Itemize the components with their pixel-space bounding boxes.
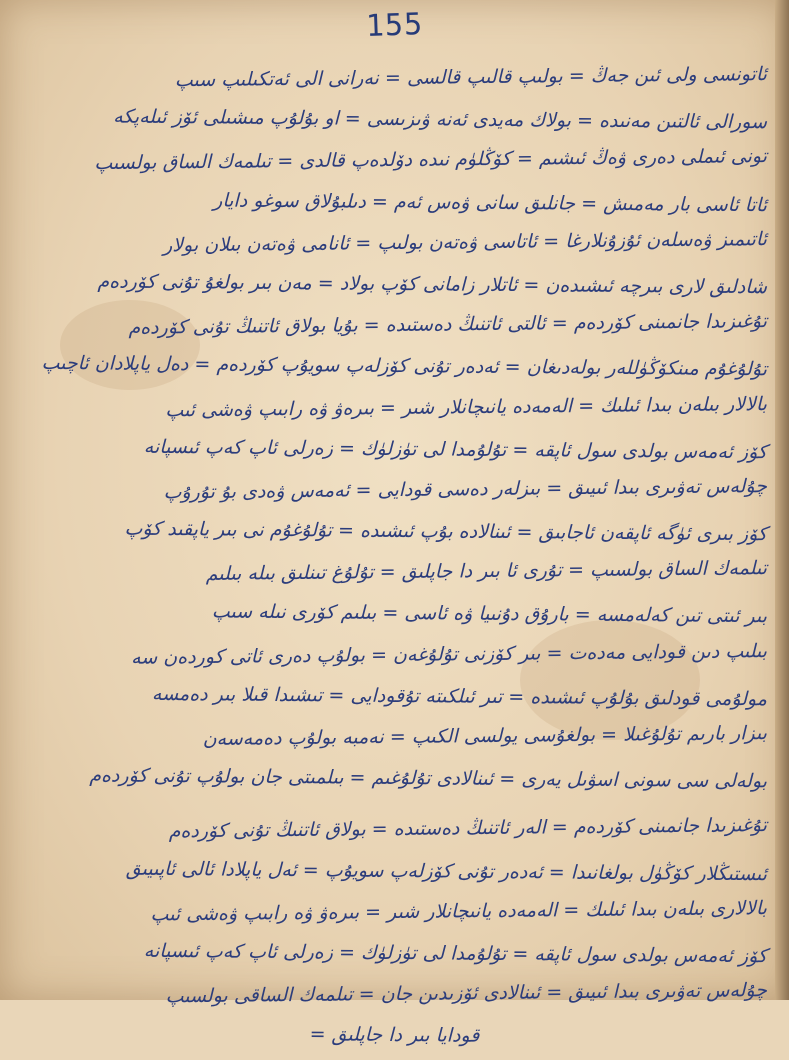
- text-line: ئاتىمىز ۋەسلەن ئۇزۇنلارغا = ئاتاسى ۋەتەن بولىپ = ئانامى ۋەتەن بىلان بولار: [162, 227, 768, 257]
- text-line: چۇلەس تەۋىرى بىدا ئىيىق = بىزلەر دەسى قودايى = ئەمەس ۋەدى بۇ تۇرۇپ: [163, 474, 768, 504]
- text-line: بالالار بىلەن بىدا ئىلىك = الەمەدە يانىچانلار شىر = بىرەۋ ۋە رابىپ ۋەشى ئىپ: [165, 392, 768, 421]
- text-line: تىلمەك الساق بولسىپ = تۇرى ئا بىر دا جاپلىق = تۇلۇغ تىنلىق بىلە بىلىم: [205, 557, 768, 586]
- page-edge: [775, 0, 789, 1000]
- text-line: سورالى ئالتىن مەنىدە = بولاك مەيدى ئەنە ۋىزىسى = او بۇلۇپ مىشىلى ئۆز ئىلەپكە: [113, 105, 768, 134]
- page-number: 155: [365, 7, 424, 44]
- handwritten-text-block: [22, 58, 767, 1057]
- text-line: تۇغىزىدا جانمىنى كۆردەم = الەر ئاتنىڭ دەستىدە = بولاق ئاتنىڭ تۇنى كۆردەم: [168, 814, 768, 843]
- text-line: تۇغىزىدا جانمىنى كۆردەم = ئالتى ئاتنىڭ دەستىدە = بۇيا بولاق ئاتنىڭ تۇنى كۆردەم: [128, 310, 768, 339]
- text-line: كۆز ئەمەس بولدى سول ئاپقە = تۇلۇمدا لى تۈزلۈك = زەرلى ئاپ كەپ ئىسپانە: [143, 939, 768, 968]
- text-line: بىزار بارىم تۇلۇغىلا = بولغۇسى يولسى الكىپ = نەمبە بولۇپ دەمەسەن: [202, 722, 768, 751]
- text-line: چۇلەس تەۋىرى بىدا ئىيىق = ئىنالادى ئۆزىدىن جان = تىلمەك الساقى بولسىپ: [165, 979, 768, 1008]
- text-line: بالالارى بىلەن بىدا ئىلىك = الەمەدە يانىچانلار شىر = بىرەۋ ۋە رابىپ ۋەشى ئىپ: [150, 896, 768, 926]
- text-line: تۇلۇغۇم مىنكۆڭۈللەر بولەدىغان = ئەدەر تۇنى كۆزلەپ سويۇپ كۆردەم = دەل ياپلادان ئاچىپ: [41, 352, 768, 381]
- text-line: مولۇمى قودلىق بۇلۇپ ئىشىدە = تىر ئىلكىتە تۇقودايى = تىشىدا قىلا بىر دەمسە: [151, 682, 768, 711]
- text-line: قودايا بىر دا جاپلىق =: [309, 1023, 480, 1048]
- text-line: كۆز ئەمەس بولدى سول ئاپقە = تۇلۇمدا لى تۈزلۈك = زەرلى ئاپ كەپ ئىسپانە: [143, 435, 768, 463]
- text-line: بىلىپ دىن قودايى مەدەت = بىر كۆزنى تۇلۇغەن = بولۇپ دەرى ئاتى كوردەن سە: [130, 639, 768, 669]
- text-line: تونى ئىملى دەرى ۋەڭ ئىشىم = كۆڭلۈم نىدە دۆلدەپ قالدى = تىلمەك الساق بولسىپ: [94, 145, 768, 175]
- text-line: بىر ئىتى تىن كەلەمسە = بارۇق دۇنىيا ۋە ئاسى = بىلىم كۆرى نىلە سىپ: [211, 600, 768, 628]
- text-line: كۆز بىرى ئۈگە ئاپقەن ئاجابىق = ئىنالادە بۇپ ئىشىدە = تۇلۇغۇم نى بىر ياپقىد كۆپ: [124, 517, 768, 546]
- text-line: ئاتونسى ولى ئىن جەڭ = بولىپ قالىپ قالسى = نەرانى الى ئەتكىلىپ سىپ: [174, 63, 768, 92]
- text-line: ئاتا ئاسى بار مەمىش = جانلىق سانى ۋەس ئەم = دىلبۇلاق سوغو دايار: [213, 188, 768, 216]
- text-line: شادلىق لارى بىرچە ئىشىدەن = ئاتلار زامانى كۆپ بولاد = مەن بىر بولغۇ تۇنى كۆردەم: [97, 270, 768, 299]
- text-line: بولەلى سى سونى اسۋىل يەرى = ئىنالادى تۇلۇغىم = بىلمىتى جان بولۇپ تۇنى كۆردەم: [89, 764, 768, 793]
- text-line: ئىستىڭلار كۆڭۈل بولغانىدا = ئەدەر تۇنى كۆزلەپ سويۇپ = ئەل ياپلادا ئالى ئاپىيىق: [125, 857, 768, 885]
